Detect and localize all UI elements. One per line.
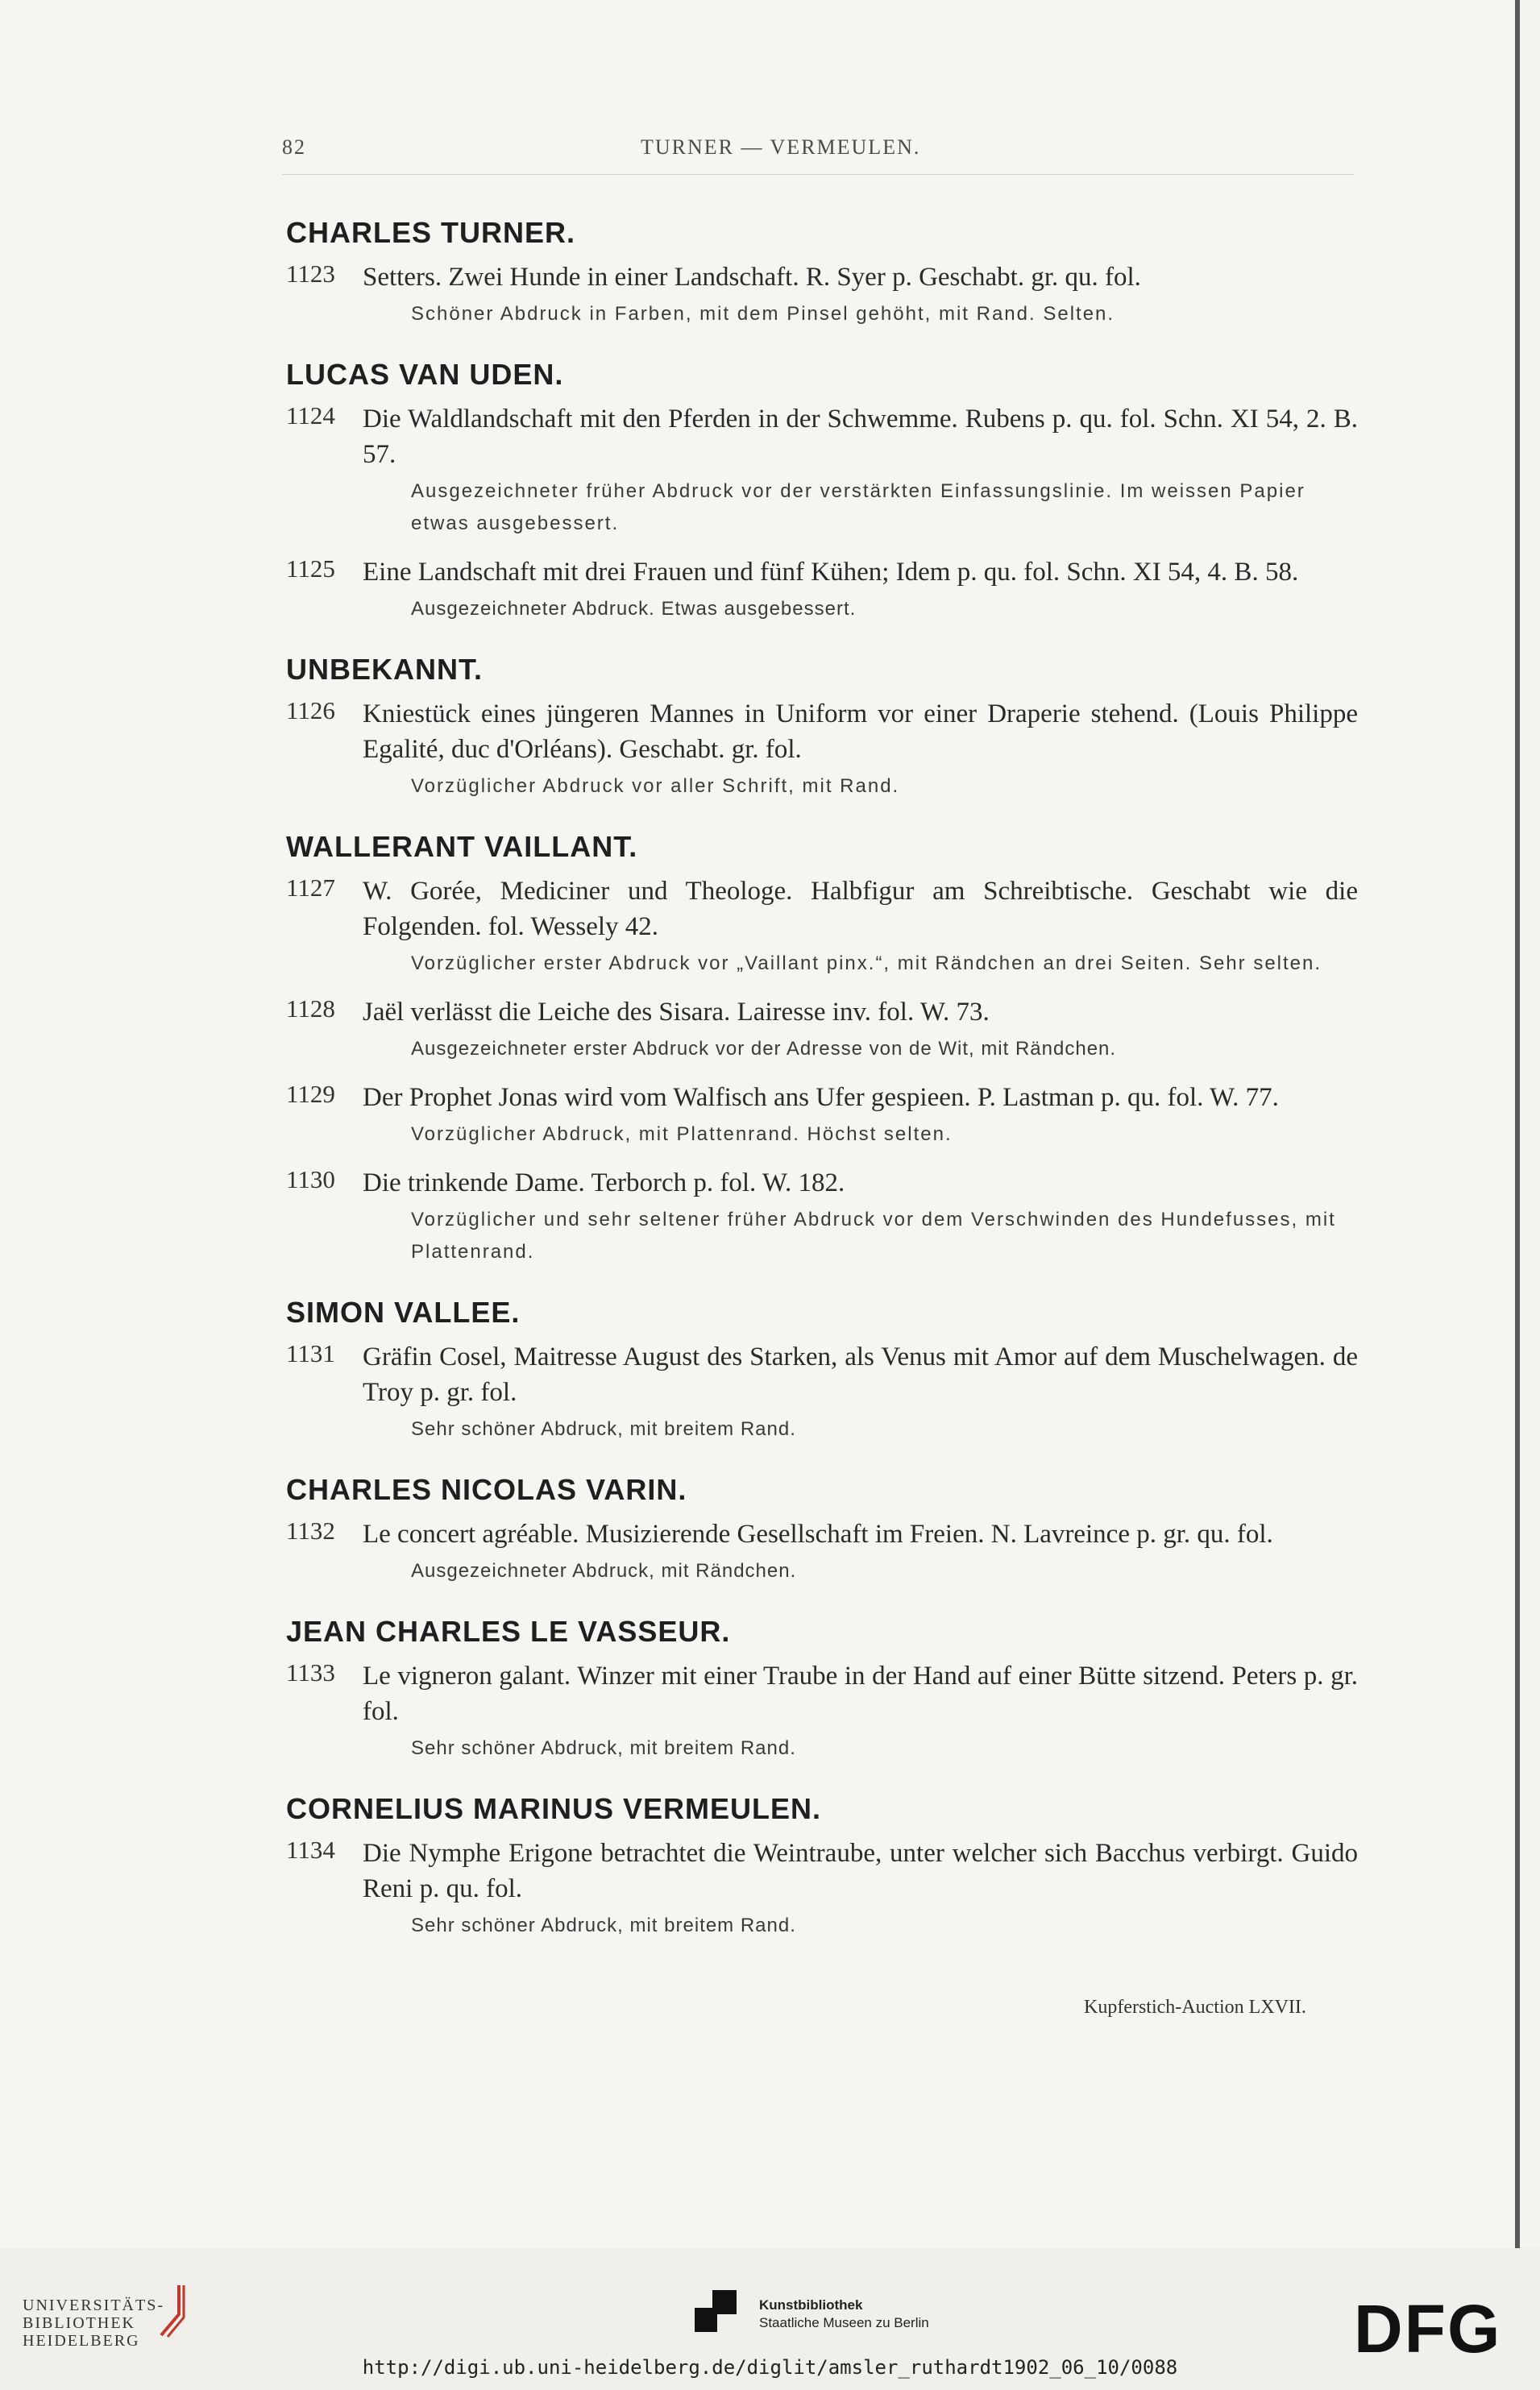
lot-number: 1129 <box>286 1080 335 1108</box>
lot-number: 1134 <box>286 1836 335 1864</box>
ub-logo-line: UNIVERSITÄTS- <box>23 2297 164 2314</box>
catalogue-entry <box>286 1658 1358 1765</box>
kb-subtitle: Staatliche Museen zu Berlin <box>759 2315 929 2330</box>
lot-description: Der Prophet Jonas wird vom Walfisch ans Ufer gespieen. P. Lastman p. qu. fol. W. 77. <box>363 1083 1279 1112</box>
artist-heading: JEAN CHARLES LE VASSEUR. <box>286 1615 731 1648</box>
catalogue-entry <box>286 401 1358 540</box>
dfg-logo[interactable]: DFG <box>1354 2291 1502 2367</box>
catalogue-entry <box>286 1517 1358 1587</box>
catalogue-entry <box>286 1080 1358 1151</box>
artist-section <box>286 216 1358 330</box>
artist-section <box>286 1615 1358 1765</box>
catalogue-footer-reference: Kupferstich-Auction LXVII. <box>1084 1997 1306 2018</box>
lot-condition-note: Sehr schöner Abdruck, mit breitem Rand. <box>411 1915 796 1936</box>
lot-description: Le vigneron galant. Winzer mit einer Traube in der Hand auf einer Bütte sitzend. Peters p. gr. fol. <box>363 1662 1358 1726</box>
lot-description: Le concert agréable. Musizierende Gesellschaft im Freien. N. Lavreince p. gr. qu. fol. <box>363 1520 1273 1549</box>
lot-condition-note: Sehr schöner Abdruck, mit breitem Rand. <box>411 1418 796 1440</box>
lot-description: Kniestück eines jüngeren Mannes in Uniform vor einer Draperie stehend. (Louis Philippe Egalité, duc d'Orléans). Geschabt. gr. fol. <box>363 699 1358 764</box>
lot-description: W. Gorée, Mediciner und Theologe. Halbfigur am Schreibtische. Geschabt wie die Folgenden. fol. Wessely 42. <box>363 877 1358 941</box>
lot-number: 1133 <box>286 1658 335 1687</box>
lot-description: Jaël verlässt die Leiche des Sisara. Lairesse inv. fol. W. 73. <box>363 998 990 1027</box>
lot-number: 1125 <box>286 554 335 583</box>
lot-condition-note: Schöner Abdruck in Farben, mit dem Pinsel gehöht, mit Rand. Selten. <box>411 303 1115 325</box>
kunstbibliothek-emblem-icon <box>695 2290 737 2332</box>
catalogue-entry <box>286 873 1358 980</box>
lot-condition-note: Ausgezeichneter Abdruck. Etwas ausgebessert. <box>411 598 857 620</box>
artist-heading: CHARLES TURNER. <box>286 216 576 249</box>
artist-heading: CORNELIUS MARINUS VERMEULEN. <box>286 1792 822 1825</box>
lot-description: Die trinkende Dame. Terborch p. fol. W. 182. <box>363 1168 845 1197</box>
artist-section <box>286 358 1358 625</box>
artist-heading: WALLERANT VAILLANT. <box>286 830 638 863</box>
lot-description: Die Nymphe Erigone betrachtet die Weintraube, unter welcher sich Bacchus verbirgt. Guido Reni p. qu. fol. <box>363 1839 1358 1903</box>
lot-number: 1132 <box>286 1517 335 1545</box>
page-number: 82 <box>282 135 306 159</box>
lot-number: 1131 <box>286 1339 335 1367</box>
catalogue-entry <box>286 259 1358 330</box>
header-rule <box>282 174 1354 175</box>
lot-description: Gräfin Cosel, Maitresse August des Starken, als Venus mit Amor auf dem Muschelwagen. de Troy p. gr. fol. <box>363 1342 1358 1407</box>
catalogue-entry <box>286 994 1358 1065</box>
lot-condition-note: Ausgezeichneter Abdruck, mit Rändchen. <box>411 1560 797 1582</box>
artist-section <box>286 1296 1358 1446</box>
artist-heading: SIMON VALLEE. <box>286 1296 521 1329</box>
running-title: TURNER — VERMEULEN. <box>641 135 921 159</box>
lot-condition-note: Vorzüglicher und sehr seltener früher Abdruck vor dem Verschwinden des Hundefusses, mit Plattenrand. <box>411 1209 1336 1263</box>
artist-heading: LUCAS VAN UDEN. <box>286 358 564 391</box>
lot-number: 1123 <box>286 259 335 288</box>
artist-heading: UNBEKANNT. <box>286 653 483 686</box>
artist-section <box>286 830 1358 1268</box>
lot-condition-note: Vorzüglicher erster Abdruck vor „Vaillant pinx.“, mit Rändchen an drei Seiten. Sehr selten. <box>411 952 1322 974</box>
artist-section <box>286 1792 1358 1942</box>
lot-description: Die Waldlandschaft mit den Pferden in der Schwemme. Rubens p. qu. fol. Schn. XI 54, 2. B. 57. <box>363 405 1358 469</box>
ub-logo-line: BIBLIOTHEK <box>23 2314 135 2332</box>
ub-emblem-icon <box>155 2282 193 2338</box>
catalogue-entry <box>286 554 1358 625</box>
running-head <box>282 135 1354 168</box>
lot-condition-note: Sehr schöner Abdruck, mit breitem Rand. <box>411 1737 796 1759</box>
lot-description: Setters. Zwei Hunde in einer Landschaft. R. Syer p. Geschabt. gr. qu. fol. <box>363 263 1141 292</box>
kb-title: Kunstbibliothek <box>759 2297 863 2313</box>
ub-heidelberg-logo[interactable] <box>23 2297 164 2350</box>
artist-heading: CHARLES NICOLAS VARIN. <box>286 1473 687 1506</box>
permalink-url[interactable]: http://digi.ub.uni-heidelberg.de/diglit/amsler_ruthardt1902_06_10/0088 <box>362 2356 1178 2379</box>
catalogue-entry <box>286 696 1358 803</box>
lot-number: 1126 <box>286 696 335 724</box>
lot-condition-note: Ausgezeichneter erster Abdruck vor der Adresse von de Wit, mit Rändchen. <box>411 1038 1117 1060</box>
lot-condition-note: Ausgezeichneter früher Abdruck vor der verstärkten Einfassungslinie. Im weissen Papier etwas ausgebessert. <box>411 480 1305 534</box>
catalogue-content <box>286 216 1358 1969</box>
ub-logo-line: HEIDELBERG <box>23 2332 140 2350</box>
lot-condition-note: Vorzüglicher Abdruck, mit Plattenrand. Höchst selten. <box>411 1123 953 1145</box>
lot-number: 1127 <box>286 873 335 902</box>
lot-number: 1130 <box>286 1165 335 1193</box>
lot-number: 1128 <box>286 994 335 1023</box>
digitization-footer <box>0 2248 1540 2390</box>
lot-description: Eine Landschaft mit drei Frauen und fünf Kühen; Idem p. qu. fol. Schn. XI 54, 4. B. 58. <box>363 558 1299 587</box>
catalogue-entry <box>286 1836 1358 1942</box>
lot-number: 1124 <box>286 401 335 429</box>
lot-condition-note: Vorzüglicher Abdruck vor aller Schrift, mit Rand. <box>411 775 900 797</box>
artist-section <box>286 1473 1358 1587</box>
artist-section <box>286 653 1358 803</box>
catalogue-entry <box>286 1165 1358 1268</box>
catalogue-entry <box>286 1339 1358 1446</box>
